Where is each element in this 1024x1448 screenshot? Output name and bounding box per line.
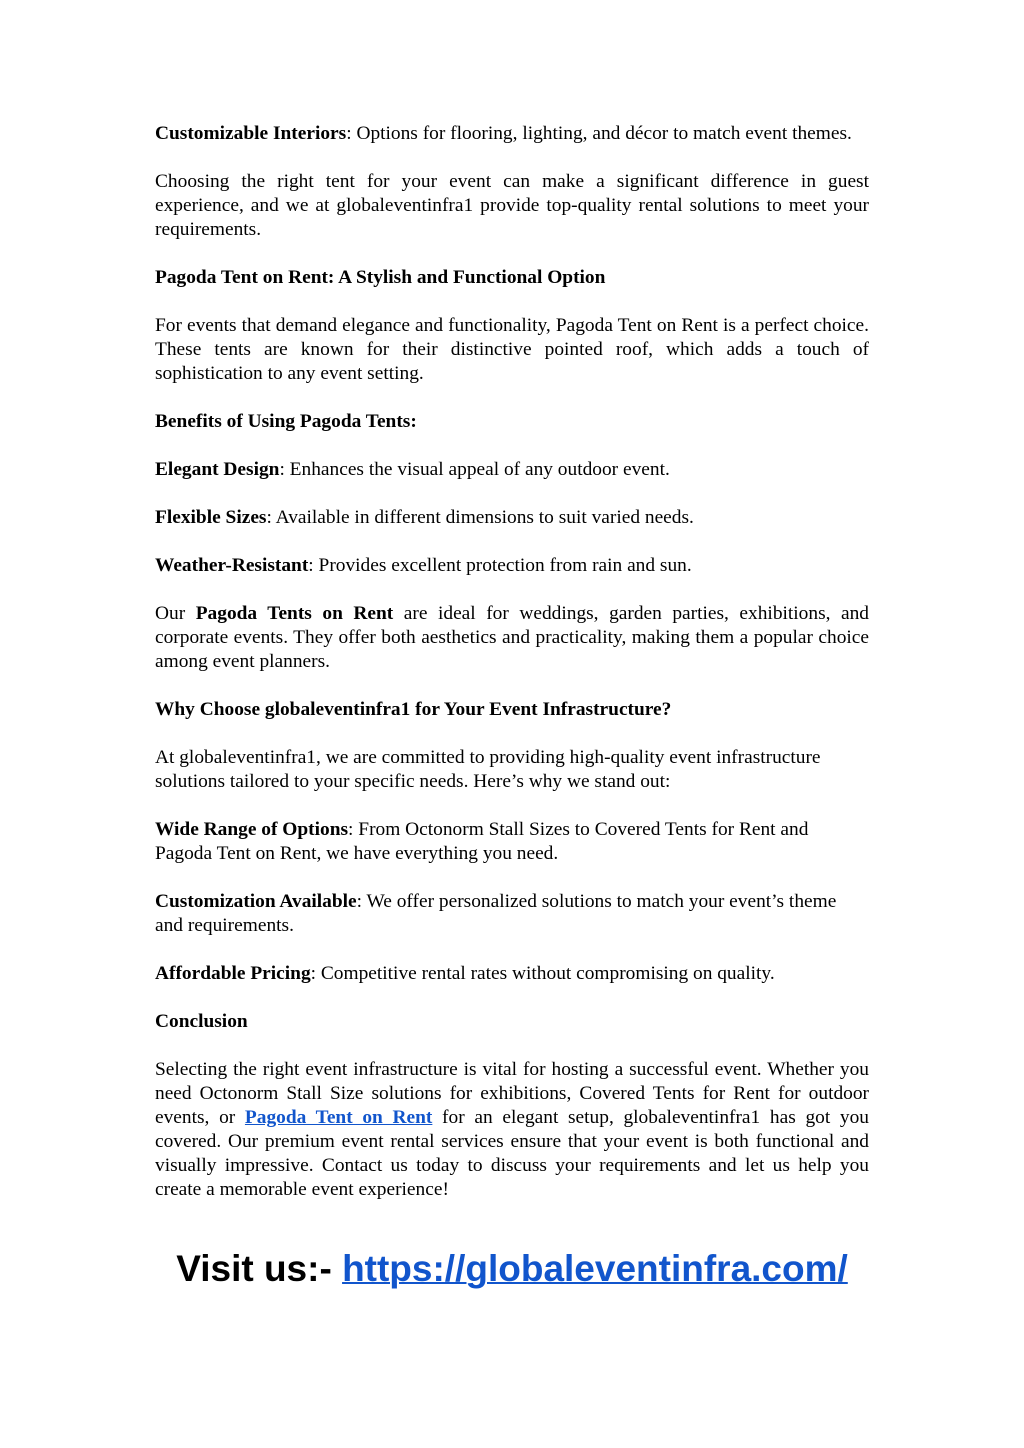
pagoda-closing-bold: Pagoda Tents on Rent (195, 603, 394, 624)
intro-paragraph: Choosing the right tent for your event can make a significant difference in guest experience, and we at globaleventinfra1 provide top-quality rental solutions to meet your requirements. (155, 171, 869, 240)
benefit-term: Weather-Resistant (155, 555, 309, 576)
benefit-item-elegant-design (155, 458, 869, 482)
pagoda-closing-paragraph (155, 602, 869, 674)
why-item-wide-range (155, 818, 869, 866)
document-body (155, 122, 869, 1226)
visit-us-footer (0, 1242, 1024, 1296)
benefit-text: : Provides excellent protection from rain and sun. (308, 555, 692, 576)
visit-us-label: Visit us:- (176, 1248, 343, 1289)
benefits-heading: Benefits of Using Pagoda Tents: (155, 411, 417, 432)
benefit-text: : Enhances the visual appeal of any outdoor event. (279, 459, 670, 480)
pagoda-closing-prefix: Our (155, 603, 196, 624)
pagoda-tent-on-rent-link[interactable]: Pagoda Tent on Rent (244, 1107, 433, 1128)
benefit-text: : Available in different dimensions to suit varied needs. (266, 507, 694, 528)
why-item-text: : Competitive rental rates without compromising on quality. (310, 963, 775, 984)
why-item-customization (155, 890, 869, 938)
website-link[interactable]: https://globaleventinfra.com/ (342, 1248, 848, 1289)
benefit-item-flexible-sizes (155, 506, 869, 530)
why-item-affordable-pricing (155, 962, 869, 986)
why-item-term: Affordable Pricing (155, 963, 311, 984)
conclusion-heading: Conclusion (155, 1011, 248, 1032)
benefit-term: Flexible Sizes (155, 507, 267, 528)
benefit-item-weather-resistant (155, 554, 869, 578)
pagoda-paragraph: For events that demand elegance and functionality, Pagoda Tent on Rent is a perfect choice. These tents are known for their distinctive pointed roof, which adds a touch of sophistication to any event setting. (155, 315, 869, 384)
intro-item-text: : Options for flooring, lighting, and décor to match event themes. (346, 123, 852, 144)
conclusion-paragraph (155, 1058, 869, 1202)
pagoda-heading: Pagoda Tent on Rent: A Stylish and Functional Option (155, 267, 606, 288)
why-heading: Why Choose globaleventinfra1 for Your Event Infrastructure? (155, 699, 672, 720)
conclusion-text-before-link: Selecting the right event infrastructure is vital for hosting a successful event. Whether you need Octonorm Stall Size solutions for exhibitions, Covered Tents for Rent for outdoor events, or (155, 1059, 869, 1128)
why-item-text: : From Octonorm Stall Sizes to Covered Tents for Rent and Pagoda Tent on Rent, we have everything you need. (155, 819, 809, 864)
why-item-term: Customization Available (155, 891, 357, 912)
why-item-term: Wide Range of Options (155, 819, 349, 840)
pagoda-closing-suffix: are ideal for weddings, garden parties, exhibitions, and corporate events. They offer both aesthetics and practicality, making them a popular choice among event planners. (155, 603, 869, 672)
intro-item (155, 122, 869, 146)
conclusion-text-after-link: for an elegant setup, globaleventinfra1 has got you covered. Our premium event rental services ensure that your event is both functional and visually impressive. Contact us today to discuss your requirements and let us help you create a memorable event experience! (155, 1107, 870, 1200)
benefit-term: Elegant Design (155, 459, 280, 480)
intro-item-term: Customizable Interiors (155, 123, 347, 144)
why-paragraph: At globaleventinfra1, we are committed to providing high-quality event infrastructure solutions tailored to your specific needs. Here’s why we stand out: (155, 747, 821, 792)
why-item-text: : We offer personalized solutions to match your event’s theme and requirements. (155, 891, 837, 936)
